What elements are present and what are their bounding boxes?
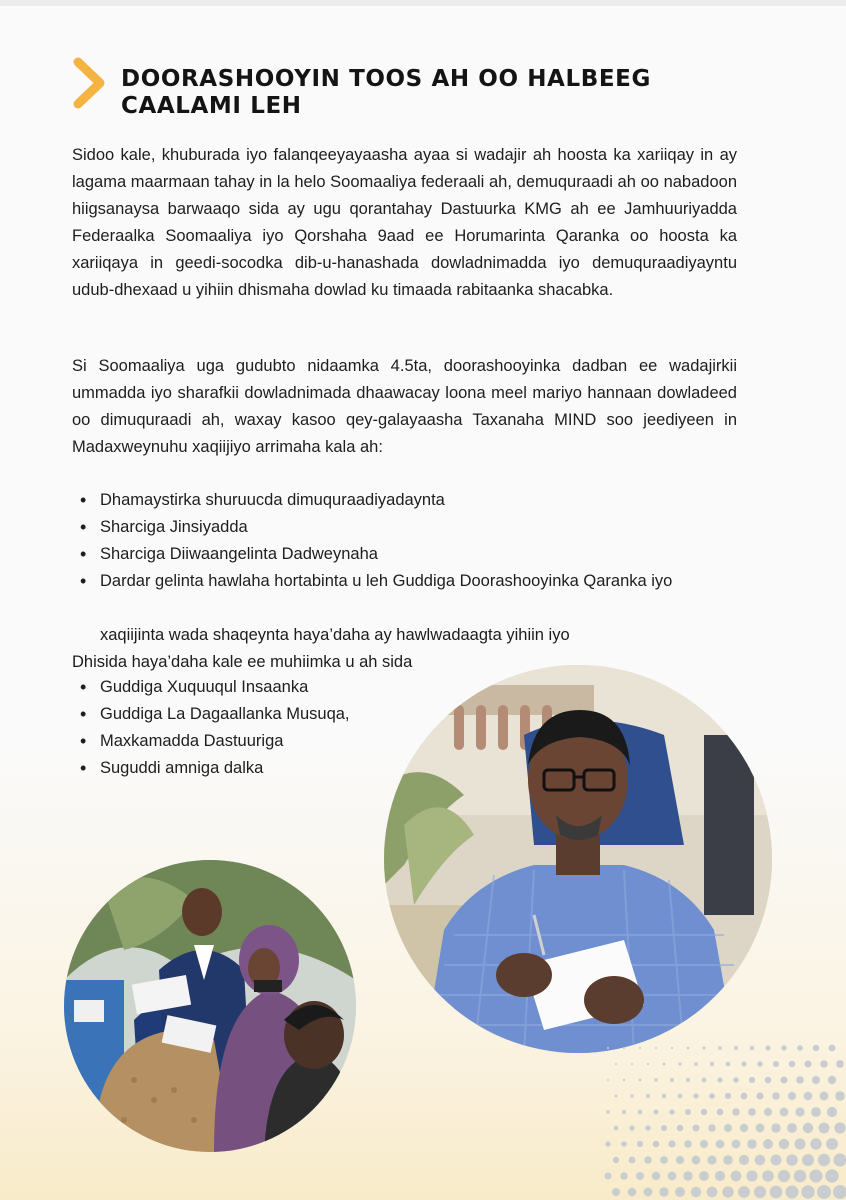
halftone-dot — [724, 1124, 732, 1132]
halftone-dot — [699, 1171, 709, 1181]
halftone-dot — [675, 1187, 685, 1197]
halftone-dot — [637, 1141, 643, 1147]
halftone-dot — [757, 1061, 763, 1067]
halftone-dot — [655, 1047, 657, 1049]
halftone-dot — [810, 1138, 821, 1149]
halftone-dot — [659, 1187, 668, 1196]
halftone-dot — [684, 1140, 692, 1148]
halftone-dot — [732, 1140, 741, 1149]
halftone-dot — [739, 1155, 749, 1165]
halftone-dot — [669, 1109, 674, 1114]
halftone-dot — [661, 1125, 667, 1131]
halftone-dot — [623, 1079, 625, 1081]
halftone-dot — [620, 1172, 627, 1179]
halftone-dot — [781, 1045, 786, 1050]
halftone-dot — [612, 1188, 620, 1196]
halftone-dot — [786, 1154, 798, 1166]
halftone-dot — [670, 1078, 674, 1082]
list-item: • Dhamaystirka shuruucda dimuquraadiyadaynta — [72, 487, 737, 514]
halftone-dot — [638, 1110, 643, 1115]
halftone-dots-decoration — [600, 1040, 846, 1200]
list-item: • Dardar gelinta hawlaha hortabinta u leh Guddiga Doorashooyinka Qaranka iyo — [72, 568, 737, 595]
halftone-dot — [644, 1156, 651, 1163]
halftone-dot — [668, 1140, 675, 1147]
halftone-dot — [818, 1154, 830, 1166]
halftone-dot — [701, 1109, 707, 1115]
halftone-dot — [722, 1186, 733, 1197]
halftone-dot — [780, 1108, 789, 1117]
halftone-dot — [677, 1125, 684, 1132]
halftone-dot — [813, 1045, 819, 1051]
halftone-dot — [781, 1077, 788, 1084]
halftone-dot — [811, 1107, 821, 1117]
halftone-dot — [639, 1079, 642, 1082]
halftone-dot — [707, 1155, 716, 1164]
halftone-dot — [795, 1139, 806, 1150]
halftone-dot — [764, 1108, 772, 1116]
halftone-dot — [741, 1093, 748, 1100]
halftone-dot — [836, 1060, 844, 1068]
halftone-dot — [817, 1185, 831, 1199]
halftone-dot — [731, 1171, 742, 1182]
halftone-dot — [692, 1156, 701, 1165]
halftone-dot — [750, 1046, 754, 1050]
halftone-dot — [826, 1138, 838, 1150]
halftone-dot — [685, 1109, 691, 1115]
halftone-dot — [614, 1126, 619, 1131]
halftone-dot — [725, 1093, 731, 1099]
halftone-dot — [747, 1139, 757, 1149]
halftone-dot — [702, 1078, 707, 1083]
halftone-dot — [662, 1094, 666, 1098]
halftone-dot — [779, 1139, 789, 1149]
halftone-dot — [615, 1063, 617, 1065]
halftone-dot — [771, 1155, 782, 1166]
photo-man-writing — [384, 665, 772, 1053]
halftone-dot — [749, 1077, 755, 1083]
halftone-dot — [812, 1076, 820, 1084]
halftone-dot — [710, 1062, 714, 1066]
halftone-dot — [726, 1062, 731, 1067]
halftone-dot — [645, 1125, 651, 1131]
halftone-dot — [687, 1047, 690, 1050]
halftone-dot — [636, 1172, 644, 1180]
list-item: • Guddiga Xuquuqul Insaanka — [72, 674, 472, 701]
halftone-dot — [756, 1092, 763, 1099]
halftone-dot — [834, 1122, 845, 1133]
list-item: • Guddiga La Dagaallanka Musuqa, — [72, 701, 472, 728]
halftone-dot — [773, 1061, 779, 1067]
halftone-dot — [820, 1092, 829, 1101]
halftone-dot — [835, 1091, 845, 1101]
halftone-dot — [723, 1155, 733, 1165]
halftone-dot — [630, 1094, 633, 1097]
halftone-dot — [754, 1186, 766, 1198]
halftone-dot — [810, 1170, 823, 1183]
halftone-dot — [746, 1170, 757, 1181]
halftone-dot — [825, 1169, 839, 1183]
photo-meeting-illustration — [64, 860, 356, 1152]
list-item: • Sharciga Jinsiyadda — [72, 514, 737, 541]
halftone-dot — [771, 1123, 780, 1132]
halftone-dot — [678, 1062, 681, 1065]
halftone-dot — [628, 1188, 637, 1197]
halftone-dot — [652, 1172, 660, 1180]
halftone-dot — [654, 1110, 659, 1115]
halftone-dot — [738, 1186, 750, 1198]
halftone-dot — [700, 1140, 708, 1148]
halftone-dot — [834, 1154, 846, 1167]
halftone-dot — [804, 1092, 813, 1101]
page-title — [121, 66, 721, 120]
halftone-dot — [819, 1123, 830, 1134]
paragraph-recommendations: Si Soomaaliya uga gudubto nidaamka 4.5ta, doorashooyinka dadban ee wadajirkii ummadda iyo sharafkii dowladnimada dhaawacay loona meel mariyo hannaan dowladeed oo dimuquraadi ah, waxay kasoo qey-galayaasha Taxanaha MIND soo jeediyeen in Madaxweynuhu xaqiijiyo arrimaha kala ah: — [72, 357, 737, 456]
halftone-dot — [708, 1124, 715, 1131]
halftone-dot — [629, 1157, 636, 1164]
bullet-list-laws — [72, 487, 737, 595]
halftone-dot — [631, 1063, 633, 1065]
list-item: • Suguddi amniga dalka — [72, 755, 472, 782]
title-line-2: CAALAMI LEH — [121, 93, 302, 119]
photo-meeting-participants — [64, 860, 356, 1152]
halftone-dot — [778, 1170, 790, 1182]
halftone-dot — [833, 1185, 846, 1199]
halftone-dot — [772, 1092, 780, 1100]
halftone-dot — [785, 1185, 798, 1198]
halftone-dot — [770, 1186, 783, 1199]
halftone-dot — [703, 1047, 706, 1050]
halftone-dot — [671, 1047, 673, 1049]
halftone-dot — [639, 1047, 641, 1049]
halftone-dot — [763, 1139, 773, 1149]
paragraph-intro: Sidoo kale, khuburada iyo falanqeeyayaasha ayaa si wadajir ah hoosta ka xariiqay in ay lagama maarmaan tahay in la helo Soomaaliya federaali ah, demuquraadi ah oo nabadoon hiigsanaysa barwaaqo sida ay ugu qorantahay Dastuurka KMG ah ee Jamhuuriyadda Federaalka Soomaaliya iyo Qorshaha 9aad ee Horumarinta Qaranka oo hoosta ka xariiqaya in geedi-socodka dib-u-hanashada dowladnimadda iyo demuquraadiyayntu udub-dhexaad u yihiin dhismaha dowlad ku timaada rabitaanka shacabka. — [72, 146, 737, 299]
halftone-dot — [668, 1172, 677, 1181]
halftone-dot — [794, 1170, 807, 1183]
halftone-dot — [787, 1123, 797, 1133]
photo-man-writing-illustration — [384, 665, 772, 1053]
institutions-intro: Dhisida haya’daha kale ee muhiimka u ah sida — [72, 653, 413, 671]
halftone-dot — [765, 1077, 772, 1084]
halftone-dot — [693, 1093, 698, 1098]
halftone-dot — [829, 1045, 836, 1052]
halftone-dot — [796, 1076, 804, 1084]
halftone-dot — [623, 1047, 625, 1049]
halftone-dot — [716, 1140, 725, 1149]
halftone-dot — [678, 1094, 683, 1099]
halftone-dot — [718, 1046, 722, 1050]
halftone-dot — [755, 1155, 766, 1166]
bullet-continuation: xaqiijinta wada shaqeynta haya’daha ay hawlwadaagta yihiin iyo — [100, 626, 570, 644]
halftone-dot — [606, 1110, 610, 1114]
halftone-dot — [734, 1046, 738, 1050]
halftone-dot — [607, 1079, 609, 1081]
list-item: • Sharciga Diiwaangelinta Dadweynaha — [72, 541, 737, 568]
halftone-dot — [789, 1061, 795, 1067]
halftone-dot — [647, 1063, 649, 1065]
halftone-dot — [788, 1092, 796, 1100]
halftone-dot — [827, 1107, 837, 1117]
halftone-dot — [756, 1124, 765, 1133]
halftone-dot — [820, 1060, 827, 1067]
halftone-dot — [629, 1125, 634, 1130]
halftone-dot — [686, 1078, 690, 1082]
halftone-dot — [715, 1171, 725, 1181]
halftone-dot — [693, 1125, 700, 1132]
halftone-dot — [615, 1095, 618, 1098]
top-strip — [0, 0, 846, 6]
halftone-dot — [676, 1156, 684, 1164]
halftone-dot — [607, 1047, 609, 1049]
halftone-dot — [742, 1062, 747, 1067]
halftone-dot — [663, 1063, 666, 1066]
halftone-dot — [797, 1045, 803, 1051]
list-item: • Maxkamadda Dastuuriga — [72, 728, 472, 755]
halftone-dot — [717, 1077, 722, 1082]
halftone-dot — [613, 1157, 619, 1163]
halftone-dot — [801, 1185, 815, 1199]
halftone-dot — [654, 1078, 657, 1081]
halftone-dot — [709, 1093, 715, 1099]
halftone-dot — [766, 1046, 771, 1051]
halftone-dot — [644, 1188, 653, 1197]
title-line-1: DOORASHOOYIN TOOS AH OO HALBEEG — [121, 66, 651, 92]
halftone-dot — [653, 1141, 660, 1148]
halftone-dot — [683, 1171, 692, 1180]
halftone-dot — [717, 1109, 724, 1116]
halftone-dot — [805, 1061, 812, 1068]
halftone-dot — [795, 1107, 804, 1116]
halftone-dot — [621, 1141, 627, 1147]
halftone-dot — [605, 1141, 610, 1146]
halftone-dot — [660, 1156, 668, 1164]
chevron-right-icon — [70, 56, 110, 110]
halftone-dot — [740, 1124, 748, 1132]
halftone-dot — [691, 1187, 701, 1197]
halftone-dot — [732, 1108, 739, 1115]
halftone-dot — [605, 1173, 612, 1180]
halftone-dot — [694, 1062, 698, 1066]
halftone-dot — [762, 1170, 774, 1182]
halftone-dot — [622, 1110, 626, 1114]
halftone-dot — [828, 1076, 836, 1084]
halftone-dot — [802, 1154, 814, 1166]
halftone-dot — [748, 1108, 756, 1116]
halftone-dot — [646, 1094, 650, 1098]
halftone-dot — [707, 1187, 718, 1198]
halftone-dot — [803, 1123, 813, 1133]
halftone-dot — [733, 1077, 739, 1083]
